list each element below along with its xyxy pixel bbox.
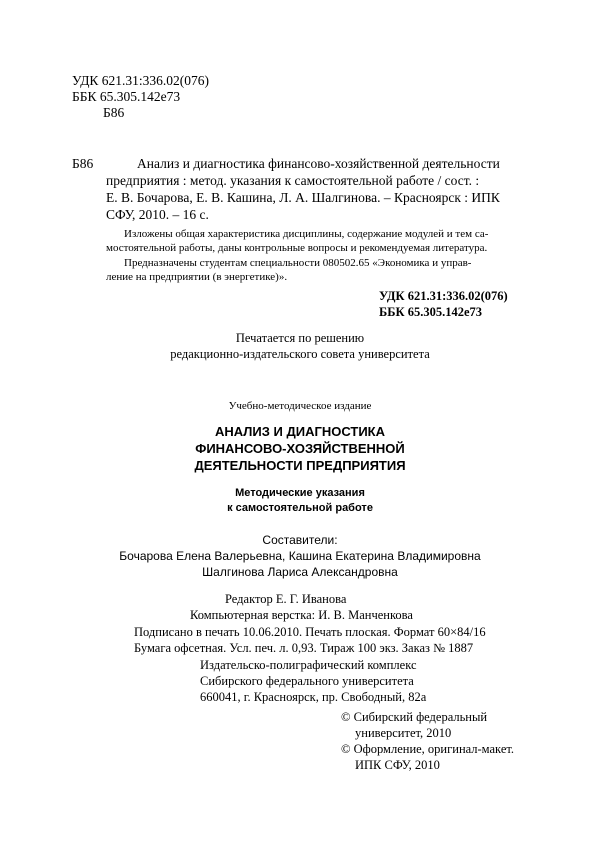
abstract-line-4: ление на предприятии (в энергетике)». — [106, 271, 288, 283]
subtitle-line-1: Методические указания — [235, 487, 365, 499]
publisher-line-1: Издательско-полиграфический комплекс — [200, 658, 417, 672]
abstract-line-3: Предназначены студентам специальности 080502.65 «Экономика и управ- — [124, 257, 472, 269]
classification-udk: УДК 621.31:336.02(076) — [379, 289, 508, 303]
header-udk: УДК 621.31:336.02(076) — [72, 73, 210, 88]
abstract-line-2: мостоятельной работы, даны контрольные вопросы и рекомендуемая литература. — [106, 242, 488, 254]
citation-line-3: Е. В. Бочарова, Е. В. Кашина, Л. А. Шалгинова. – Красноярск : ИПК — [106, 190, 500, 205]
abstract-line-1: Изложены общая характеристика дисциплины, содержание модулей и тем са- — [124, 228, 489, 240]
citation-line-4: СФУ, 2010. – 16 с. — [106, 207, 209, 222]
citation-line-2: предприятия : метод. указания к самостоятельной работе / сост. : — [106, 173, 480, 188]
staff-layout: Компьютерная верстка: И. В. Манченкова — [190, 608, 413, 622]
print-info-line-2: Бумага офсетная. Усл. печ. л. 0,93. Тираж 100 экз. Заказ № 1887 — [134, 641, 474, 655]
classification-bbk: ББК 65.305.142е73 — [379, 305, 483, 319]
citation-line-1: Анализ и диагностика финансово-хозяйственной деятельности — [137, 156, 500, 171]
title-line-3: ДЕЯТЕЛЬНОСТИ ПРЕДПРИЯТИЯ — [194, 458, 406, 473]
header-bbk: ББК 65.305.142е73 — [72, 89, 181, 104]
compilers-line-1: Бочарова Елена Валерьевна, Кашина Екатерина Владимировна — [119, 549, 481, 563]
publisher-line-3: 660041, г. Красноярск, пр. Свободный, 82а — [200, 690, 427, 704]
copyright-line-3: © Оформление, оригинал-макет. — [341, 742, 515, 756]
approval-line-2: редакционно-издательского совета университета — [170, 347, 430, 361]
staff-editor: Редактор Е. Г. Иванова — [225, 592, 347, 606]
copyright-line-1: © Сибирский федеральный — [341, 710, 488, 724]
print-info-line-1: Подписано в печать 10.06.2010. Печать плоская. Формат 60×84/16 — [134, 625, 486, 639]
compilers-line-2: Шалгинова Лариса Александровна — [202, 565, 398, 579]
title-line-2: ФИНАНСОВО-ХОЗЯЙСТВЕННОЙ — [195, 441, 405, 456]
copyright-line-4: ИПК СФУ, 2010 — [355, 758, 440, 772]
edition-type: Учебно-методическое издание — [228, 400, 372, 412]
publisher-line-2: Сибирского федерального университета — [200, 674, 414, 688]
title-line-1: АНАЛИЗ И ДИАГНОСТИКА — [214, 424, 386, 439]
header-code: Б86 — [103, 105, 125, 120]
copyright-line-2: университет, 2010 — [355, 726, 452, 740]
subtitle-line-2: к самостоятельной работе — [227, 502, 373, 514]
compilers-heading: Составители: — [262, 533, 338, 547]
citation-code: Б86 — [72, 156, 94, 171]
approval-line-1: Печатается по решению — [235, 331, 365, 345]
